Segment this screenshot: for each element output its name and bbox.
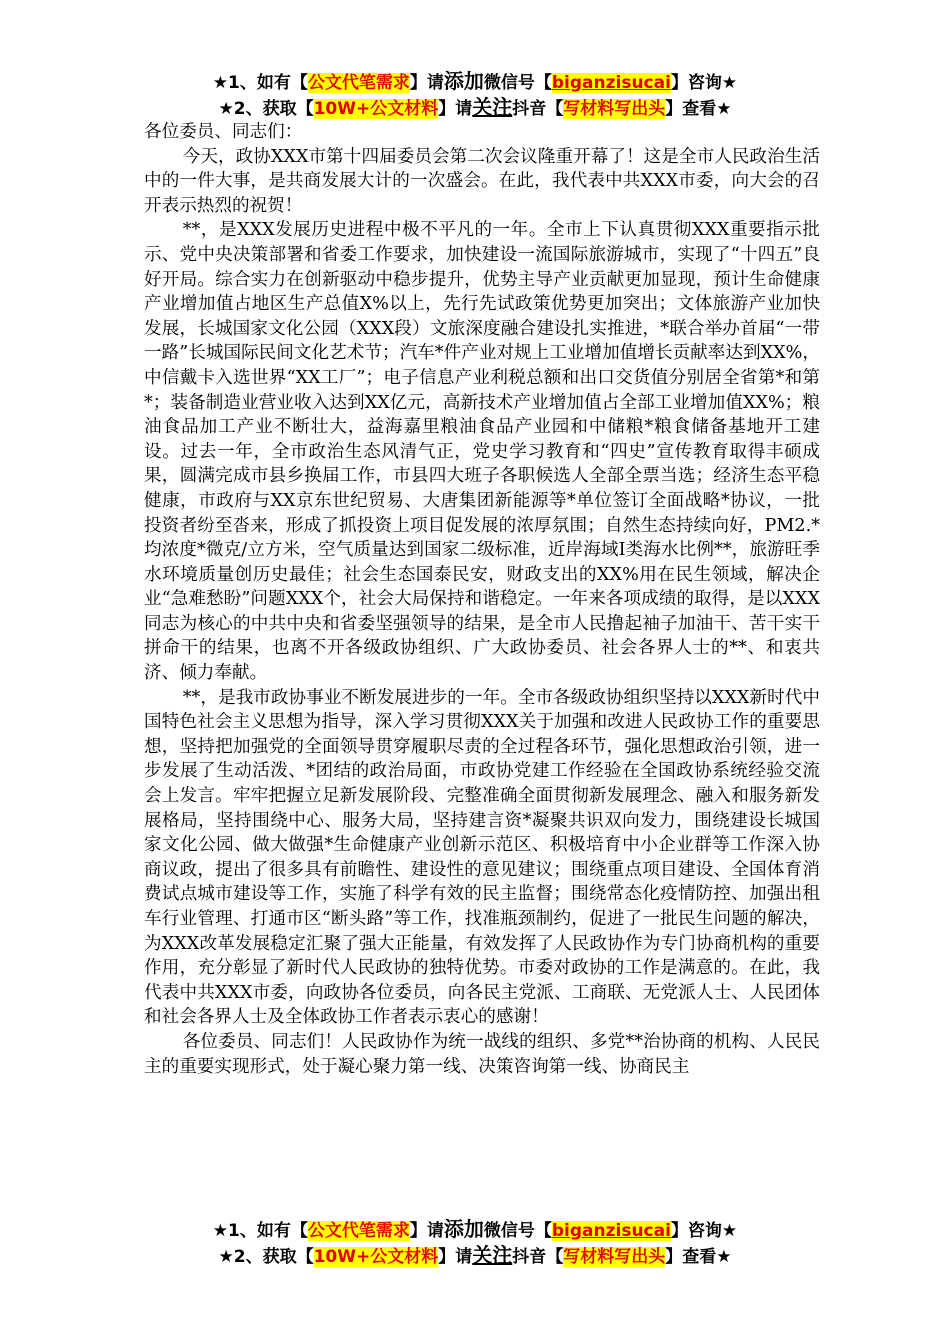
banner-text: ★1、如有【 [212,73,308,93]
paragraph: **，是我市政协事业不断发展进步的一年。全市各级政协组织坚持以XXX新时代中国特色社会主义思想为指导，深入学习贯彻XXX关于加强和改进人民政协工作的重要思想，坚持把加强党的全面领导贯穿履职尽责的全过程各环节，强化思想政治引领，进一步发展了生动活泼、*团结的政治局面，市政协党建工作经验在全国政协系统经验交流会上发言。牢牢把握立足新发展阶段、完整准确全面贯彻新发展理念、融入和服务新发展格局，坚持围绕中心、服务大局，坚持建言资*凝聚共识双向发力，围绕建设长城国家文化公园、做大做强*生命健康产业创新示范区、积极培育中小企业群等工作深入协商议政，提出了很多具有前瞻性、建设性的意见建议；围绕重点项目建设、全国体育消费试点城市建设等工作，实施了科学有效的民主监督；围绕常态化疫情防控、加强出租车行业管理、打通市区“断头路”等工作，找准瓶颈制约，促进了一批民生问题的解决，为XXX改革发展稳定汇聚了强大正能量，有效发挥了人民政协作为专门协商机构的重要作用，充分彰显了新时代人民政协的独特优势。市委对政协的工作是满意的。在此，我代表中共XXX市委，向政协各位委员，向各民主党派、工商联、无党派人士、人民团体和社会各界人士及全体政协工作者表示衷心的感谢！ [144,687,820,1028]
banner-text: 】请 [409,73,444,93]
banner-emphasis: 添加 [443,1217,484,1241]
banner-highlight: 公文代笔需求 [307,73,410,93]
banner-emphasis: 添加 [443,69,484,93]
banner-text: 】请 [438,1247,473,1267]
promo-banner-top-line2 [0,94,950,122]
banner-text: ★1、如有【 [212,1221,308,1241]
promo-banner-bottom-line2 [0,1242,950,1270]
banner-text: 】咨询★ [670,73,738,93]
banner-wechat-id: biganzisucai [551,1221,671,1241]
salutation: 各位委员、同志们： [144,122,303,142]
banner-douyin-account: 写材料写出头 [563,1247,666,1267]
banner-text: 抖音【 [512,99,564,119]
banner-text: 】请 [409,1221,444,1241]
banner-text: 】咨询★ [670,1221,738,1241]
paragraph: 各位委员、同志们！人民政协作为统一战线的组织、多党**治协商的机构、人民民主的重要实现形式，处于凝心聚力第一线、决策咨询第一线、协商民主 [144,1031,820,1077]
banner-emphasis: 关注 [472,1243,513,1267]
document-body [144,120,820,1079]
banner-douyin-account: 写材料写出头 [563,99,666,119]
banner-text: 微信号【 [483,1221,552,1241]
banner-highlight: 公文代笔需求 [307,1221,410,1241]
paragraph: 今天，政协XXX市第十四届委员会第二次会议隆重开幕了！这是全市人民政治生活中的一件大事，是共商发展大计的一次盛会。在此，我代表中共XXX市委，向大会的召开表示热烈的祝贺！ [144,146,820,216]
paragraph: **，是XXX发展历史进程中极不平凡的一年。全市上下认真贯彻XXX重要指示批示、党中央决策部署和省委工作要求，加快建设一流国际旅游城市，实现了“十四五”良好开局。综合实力在创新驱动中稳步提升，优势主导产业贡献更加显现，预计生命健康产业增加值占地区生产总值X%以上，先行先试政策优势更加突出；文体旅游产业加快发展，长城国家文化公园（XXX段）文旅深度融合建设扎实推进，*联合举办首届“一带一路”长城国际民间文化艺术节；汽车*件产业对规上工业增加值增长贡献率达到XX%，中信戴卡入选世界“XX工厂”；电子信息产业利税总额和出口交货值分别居全省第*和第*；装备制造业营业收入达到XX亿元，高新技术产业增加值占全部工业增加值XX%；粮油食品加工产业不断壮大，益海嘉里粮油食品产业园和中储粮*粮食储备基地开工建设。过去一年，全市政治生态风清气正，党史学习教育和“四史”宣传教育取得丰硕成果，圆满完成市县乡换届工作，市县四大班子各职候选人全部全票当选；经济生态平稳健康，市政府与XX京东世纪贸易、大唐集团新能源等*单位签订全面战略*协议，一批投资者纷至沓来，形成了抓投资上项目促发展的浓厚氛围；自然生态持续向好，PM2.*均浓度*微克/立方米，空气质量达到国家二级标准，近岸海域Ⅰ类海水比例**，旅游旺季水环境质量创历史最佳；社会生态国泰民安，财政支出的XX%用在民生领域，解决企业“急难愁盼”问题XXX个，社会大局保持和谐稳定。一年来各项成绩的取得，是以XXX同志为核心的中共中央和省委坚强领导的结果，是全市人民撸起袖子加油干、苦干实干拼命干的结果，也离不开各级政协组织、广大政协委员、社会各界人士的**、和衷共济、倾力奉献。 [144,220,820,684]
banner-text: 抖音【 [512,1247,564,1267]
banner-text: ★2、获取【 [218,99,314,119]
banner-highlight: 10W+公文材料 [313,99,439,119]
banner-text: 】查看★ [665,99,732,119]
banner-text: 】查看★ [665,1247,732,1267]
banner-text: 微信号【 [483,73,552,93]
banner-highlight: 10W+公文材料 [313,1247,439,1267]
banner-wechat-id: biganzisucai [551,73,671,93]
banner-text: ★2、获取【 [218,1247,314,1267]
banner-emphasis: 关注 [472,95,513,119]
banner-text: 】请 [438,99,473,119]
promo-banner-top-line1 [0,68,950,96]
promo-banner-bottom-line1 [0,1216,950,1244]
